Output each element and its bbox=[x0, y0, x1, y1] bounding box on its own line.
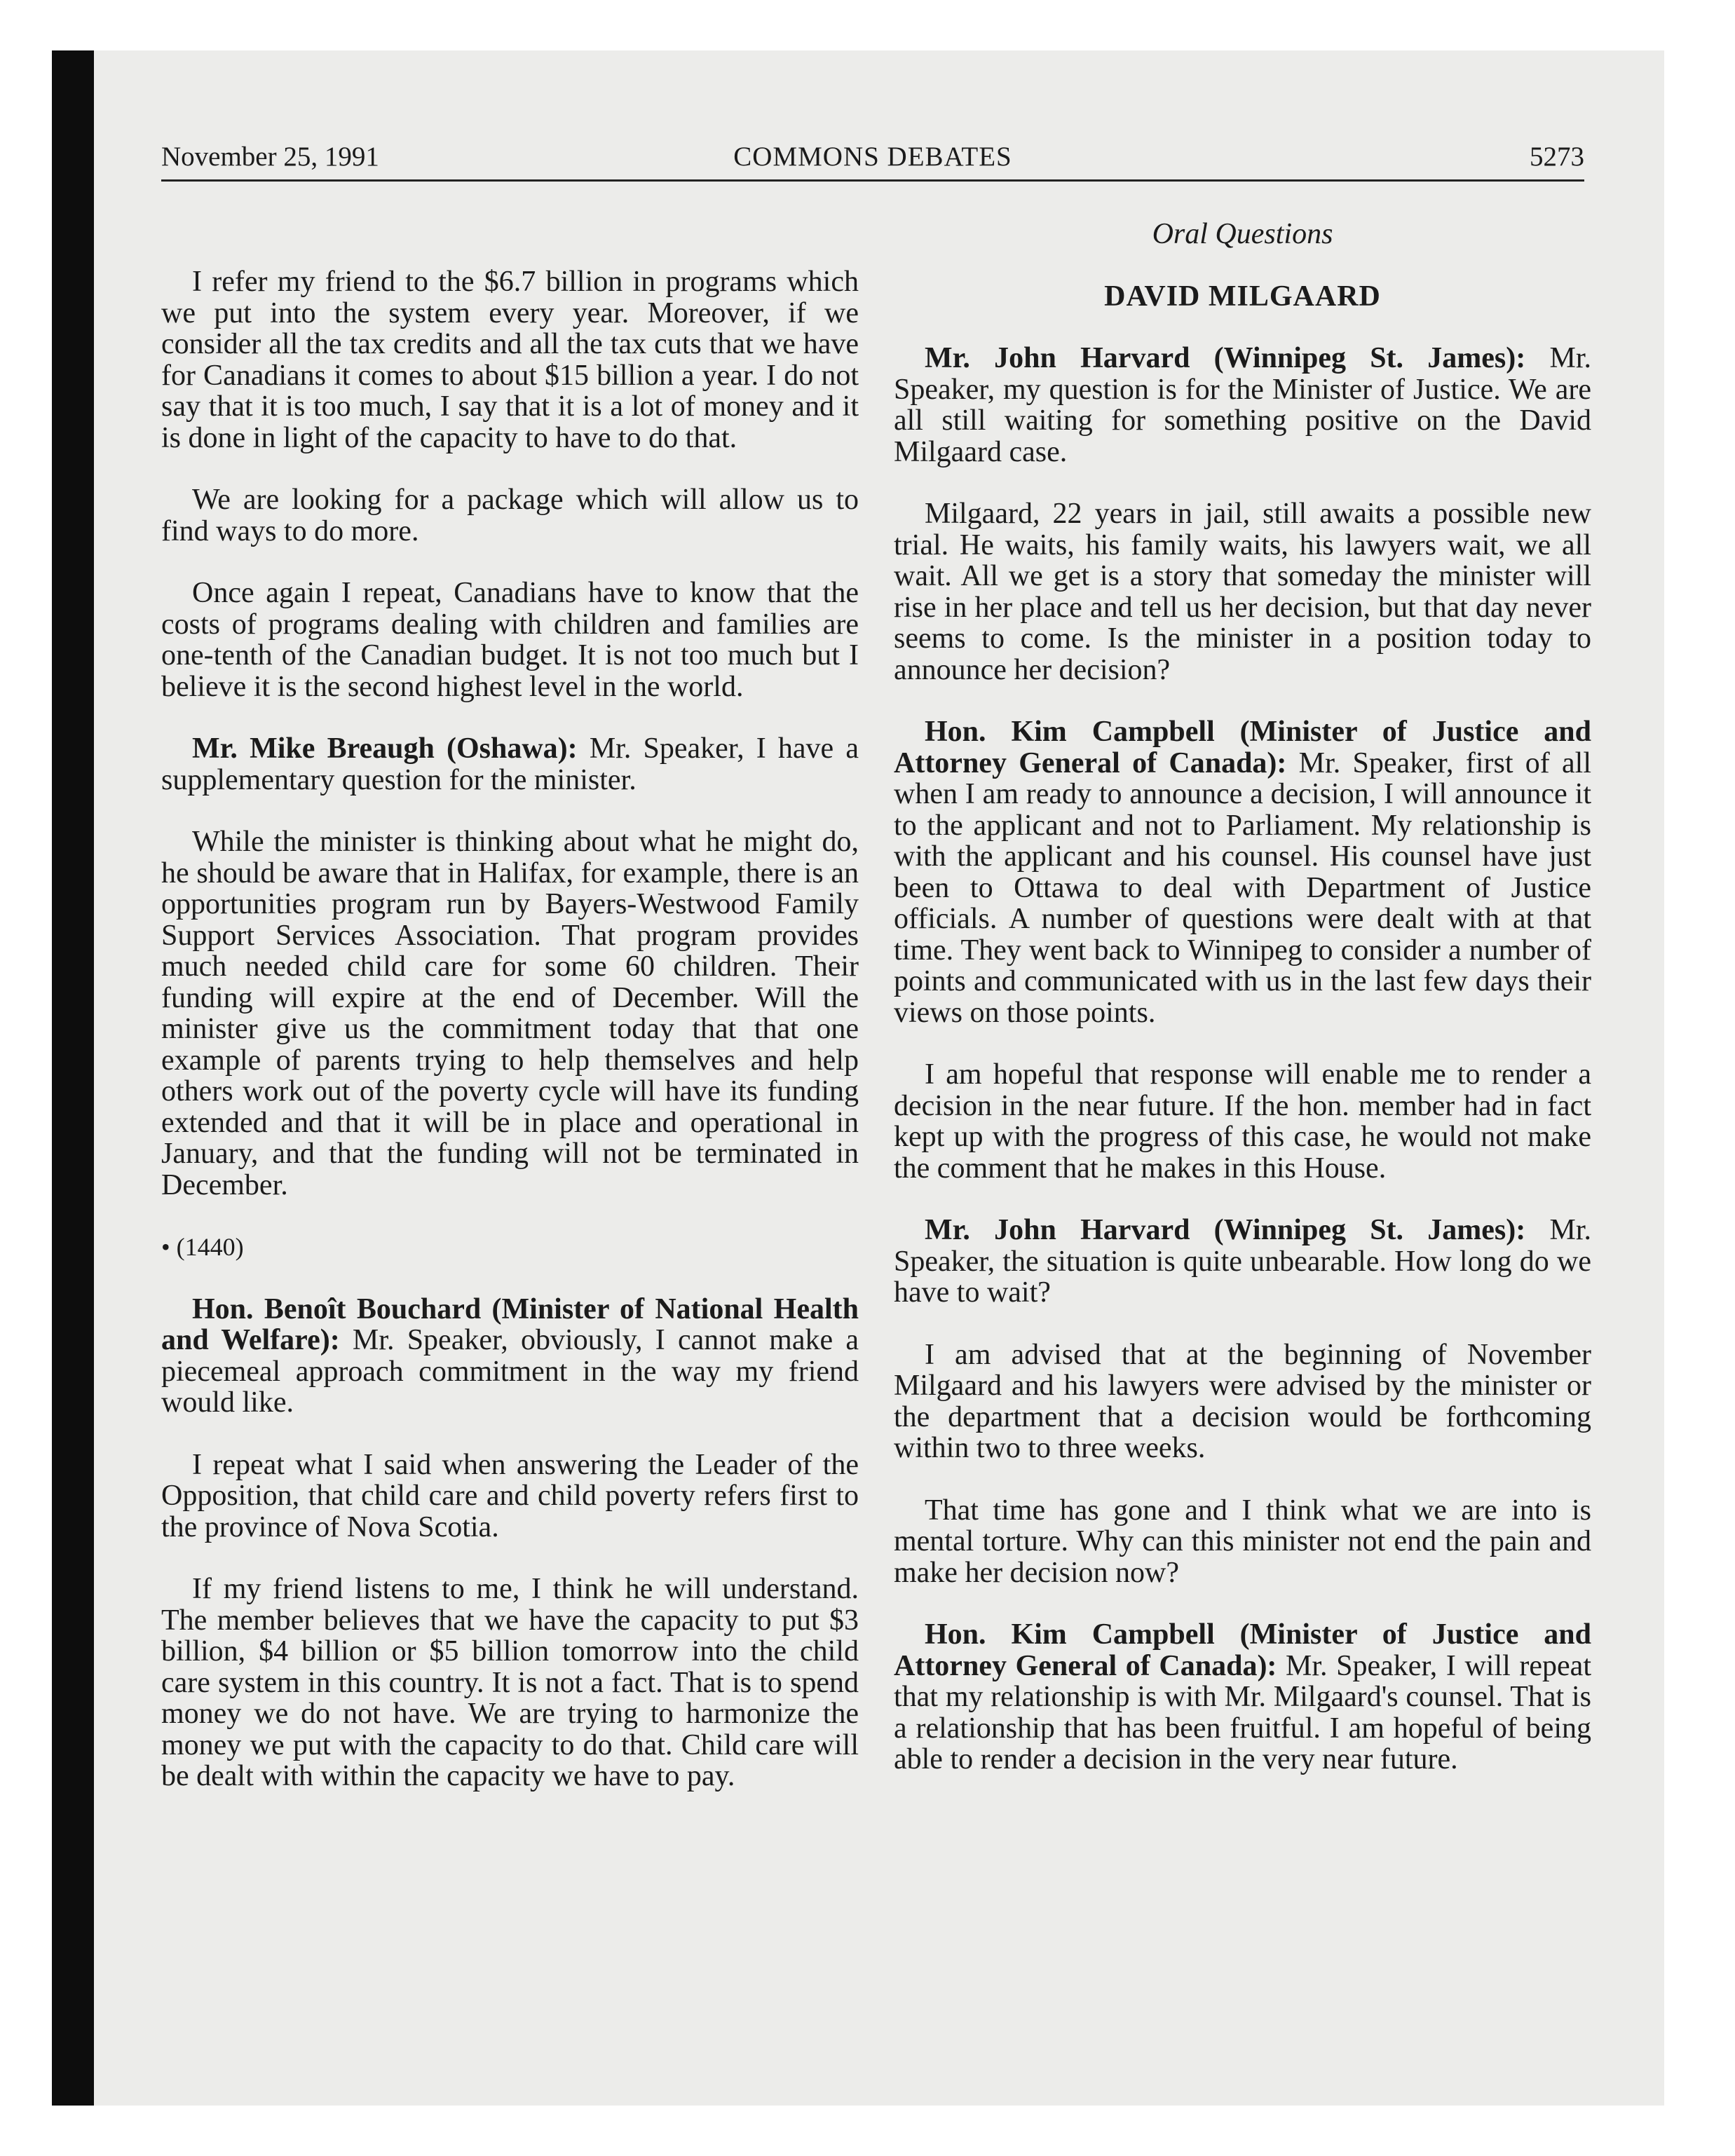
speech-paragraph bbox=[894, 716, 1591, 1028]
timestamp: • (1440) bbox=[161, 1233, 244, 1261]
paragraph: I repeat what I said when answering the Leader of the Opposition, that child care and child poverty refers first to the province of Nova Scotia. bbox=[161, 1448, 859, 1543]
paragraph: I refer my friend to the $6.7 billion in programs which we put into the system every year. Moreover, if we consider all the tax credits and all the tax cuts that we have for Canadians it comes to about $15 billion a year. I do not say that it is too much, I say that it is a lot of money and it is done in light of the capacity to have to do that. bbox=[161, 266, 859, 454]
paragraph: Milgaard, 22 years in jail, still awaits a possible new trial. He waits, his family waits, his lawyers wait, we all wait. All we get is a story that someday the minister will rise in her place and tell us her decision, but that day never seems to come. Is the minister in a position today to announce her decision? bbox=[894, 498, 1591, 686]
paragraph: That time has gone and I think what we are into is mental torture. Why can this minister not end the pain and make her decision now? bbox=[894, 1494, 1591, 1589]
speech-paragraph bbox=[894, 343, 1591, 468]
right-column bbox=[894, 219, 1591, 1806]
speech-paragraph bbox=[894, 1619, 1591, 1775]
paragraph: I am hopeful that response will enable me to render a decision in the near future. If the hon. member had in fact kept up with the progress of this case, he would not make the comment that he makes in this House. bbox=[894, 1058, 1591, 1185]
speaker-name: Hon. Kim Campbell (Minister of Justice and Attorney General of Canada): bbox=[894, 716, 1591, 779]
left-column bbox=[161, 266, 859, 1823]
speech-paragraph bbox=[161, 733, 859, 796]
speech-text: Mr. Speaker, my question is for the Minister of Justice. We are all still waiting for something positive on the David Milgaard case. bbox=[894, 342, 1592, 468]
paragraph: Once again I repeat, Canadians have to know that the costs of programs dealing with children and families are one-tenth of the Canadian budget. It is not too much but I believe it is the second highest level in the world. bbox=[161, 577, 859, 703]
header-page-number: 5273 bbox=[1530, 142, 1584, 172]
section-heading: DAVID MILGAARD bbox=[1104, 280, 1381, 313]
page-header bbox=[161, 140, 1584, 182]
binding-edge bbox=[52, 50, 94, 2106]
header-date: November 25, 1991 bbox=[161, 142, 379, 172]
speech-paragraph bbox=[894, 1215, 1591, 1309]
section-label: Oral Questions bbox=[1152, 218, 1333, 250]
speech-text: Mr. Speaker, I will repeat that my relationship is with Mr. Milgaard's counsel. That is a relationship that has been fruitful. I am hopeful of being able to render a decision in the very near future. bbox=[894, 1649, 1591, 1775]
paragraph: If my friend listens to me, I think he will understand. The member believes that we have the capacity to put $3 billion, $4 billion or $5 billion tomorrow into the child care system in this country. It is not a fact. That is to spend money we do not have. We are trying to harmonize the money we put with the capacity to do that. Child care will be dealt with within the capacity we have to pay. bbox=[161, 1573, 859, 1792]
speech-text: Mr. Speaker, first of all when I am ready to announce a decision, I will announce it to the applicant and not to Parliament. My relationship is with the applicant and his counsel. His counsel have just been to Ottawa to deal with Department of Justice officials. A number of questions were dealt with at that time. They went back to Winnipeg to consider a number of points and communicated with us in the last few days their views on those points. bbox=[894, 746, 1591, 1029]
speaker-name: Hon. Benoît Bouchard (Minister of National Health and Welfare): bbox=[161, 1292, 859, 1356]
paragraph: I am advised that at the beginning of November Milgaard and his lawyers were advised by the minister or the department that a decision would be forthcoming within two to three weeks. bbox=[894, 1338, 1591, 1464]
speech-text: Mr. Speaker, obviously, I cannot make a piecemeal approach commitment in the way my friend would like. bbox=[161, 1324, 859, 1419]
speech-text: Mr. Speaker, I have a supplementary question for the minister. bbox=[161, 732, 859, 796]
speaker-name: Mr. Mike Breaugh (Oshawa): bbox=[192, 732, 578, 765]
speaker-name: Hon. Kim Campbell (Minister of Justice and Attorney General of Canada): bbox=[894, 1618, 1591, 1682]
header-rule bbox=[161, 179, 1584, 182]
speaker-name: Mr. John Harvard (Winnipeg St. James): bbox=[925, 342, 1526, 374]
speech-text: Mr. Speaker, the situation is quite unbearable. How long do we have to wait? bbox=[894, 1214, 1592, 1309]
speaker-name: Mr. John Harvard (Winnipeg St. James): bbox=[925, 1214, 1526, 1246]
speech-paragraph bbox=[161, 1294, 859, 1419]
paragraph: We are looking for a package which will allow us to find ways to do more. bbox=[161, 484, 859, 547]
paragraph: While the minister is thinking about what he might do, he should be aware that in Halifax, for example, there is an opportunities program run by Bayers-Westwood Family Support Services Association. That program provides much needed child care for some 60 children. Their funding will expire at the end of December. Will the minister give us the commitment today that that one example of parents trying to help themselves and help others work out of the poverty cycle will have its funding extended and that it will be in place and operational in January, and that the funding will not be terminated in December. bbox=[161, 826, 859, 1201]
header-title: COMMONS DEBATES bbox=[733, 142, 1012, 172]
